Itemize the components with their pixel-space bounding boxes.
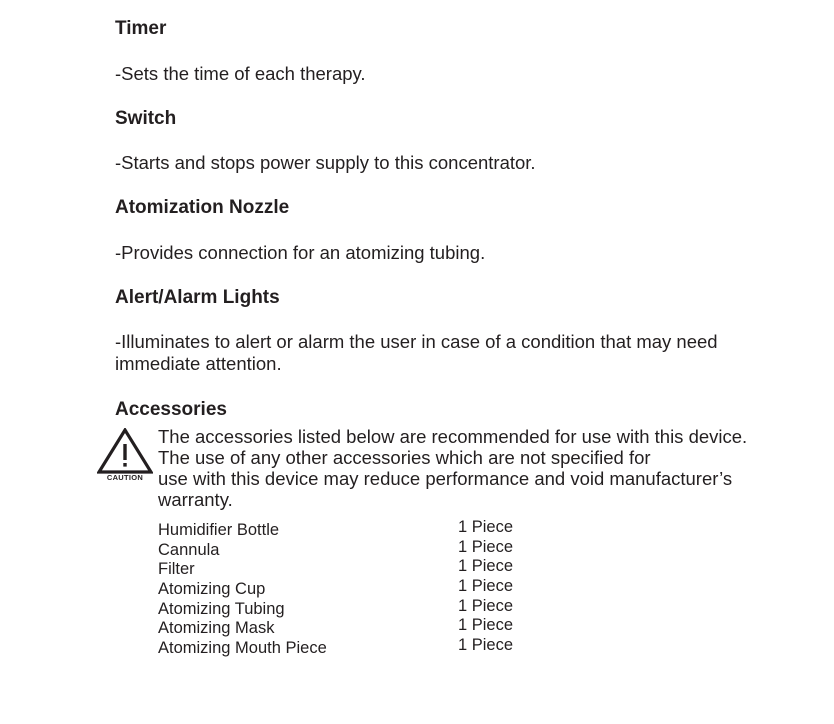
accessory-name: Atomizing Tubing — [158, 599, 285, 618]
warning-line-2: The use of any other accessories which are not specified for — [158, 447, 651, 468]
section-text-switch: -Starts and stops power supply to this concentrator. — [115, 152, 536, 173]
accessory-quantity: 1 Piece — [458, 636, 514, 655]
section-heading-accessories: Accessories — [115, 399, 227, 420]
section-heading-switch: Switch — [115, 108, 177, 129]
accessory-quantity: 1 Piece — [458, 596, 514, 615]
accessory-name: Cannula — [158, 540, 220, 559]
accessory-quantity: 1 Piece — [458, 537, 514, 556]
section-heading-alert-alarm-lights: Alert/Alarm Lights — [115, 287, 280, 308]
section-text-alert-alarm-lights: -Illuminates to alert or alarm the user in case of a condition that may need immediate attention. — [115, 331, 718, 374]
accessory-quantity: 1 Piece — [458, 577, 514, 596]
caution-label: CAUTION — [106, 473, 144, 482]
accessory-name: Humidifier Bottle — [158, 521, 280, 539]
warning-line-1: The accessories listed below are recommended for use with this device. — [158, 426, 748, 447]
section-text-atomization-nozzle: -Provides connection for an atomizing tubing. — [115, 242, 486, 263]
accessory-name: Atomizing Mask — [158, 619, 275, 638]
caution-icon — [97, 428, 155, 484]
section-heading-timer: Timer — [115, 18, 167, 39]
accessory-name: Atomizing Cup — [158, 580, 266, 599]
warning-line-4: warranty. — [158, 489, 233, 510]
warning-triangle-icon — [97, 428, 153, 474]
accessory-name: Atomizing Mouth Piece — [158, 639, 327, 658]
accessory-quantity: 1 Piece — [458, 616, 514, 635]
accessory-name: Filter — [158, 560, 195, 579]
accessory-quantity: 1 Piece — [458, 557, 514, 576]
section-heading-atomization-nozzle: Atomization Nozzle — [115, 197, 290, 218]
accessory-quantity: 1 Piece — [458, 518, 514, 536]
section-text-timer: -Sets the time of each therapy. — [115, 63, 366, 84]
warning-line-3: use with this device may reduce performance and void manufacturer’s — [158, 468, 733, 489]
